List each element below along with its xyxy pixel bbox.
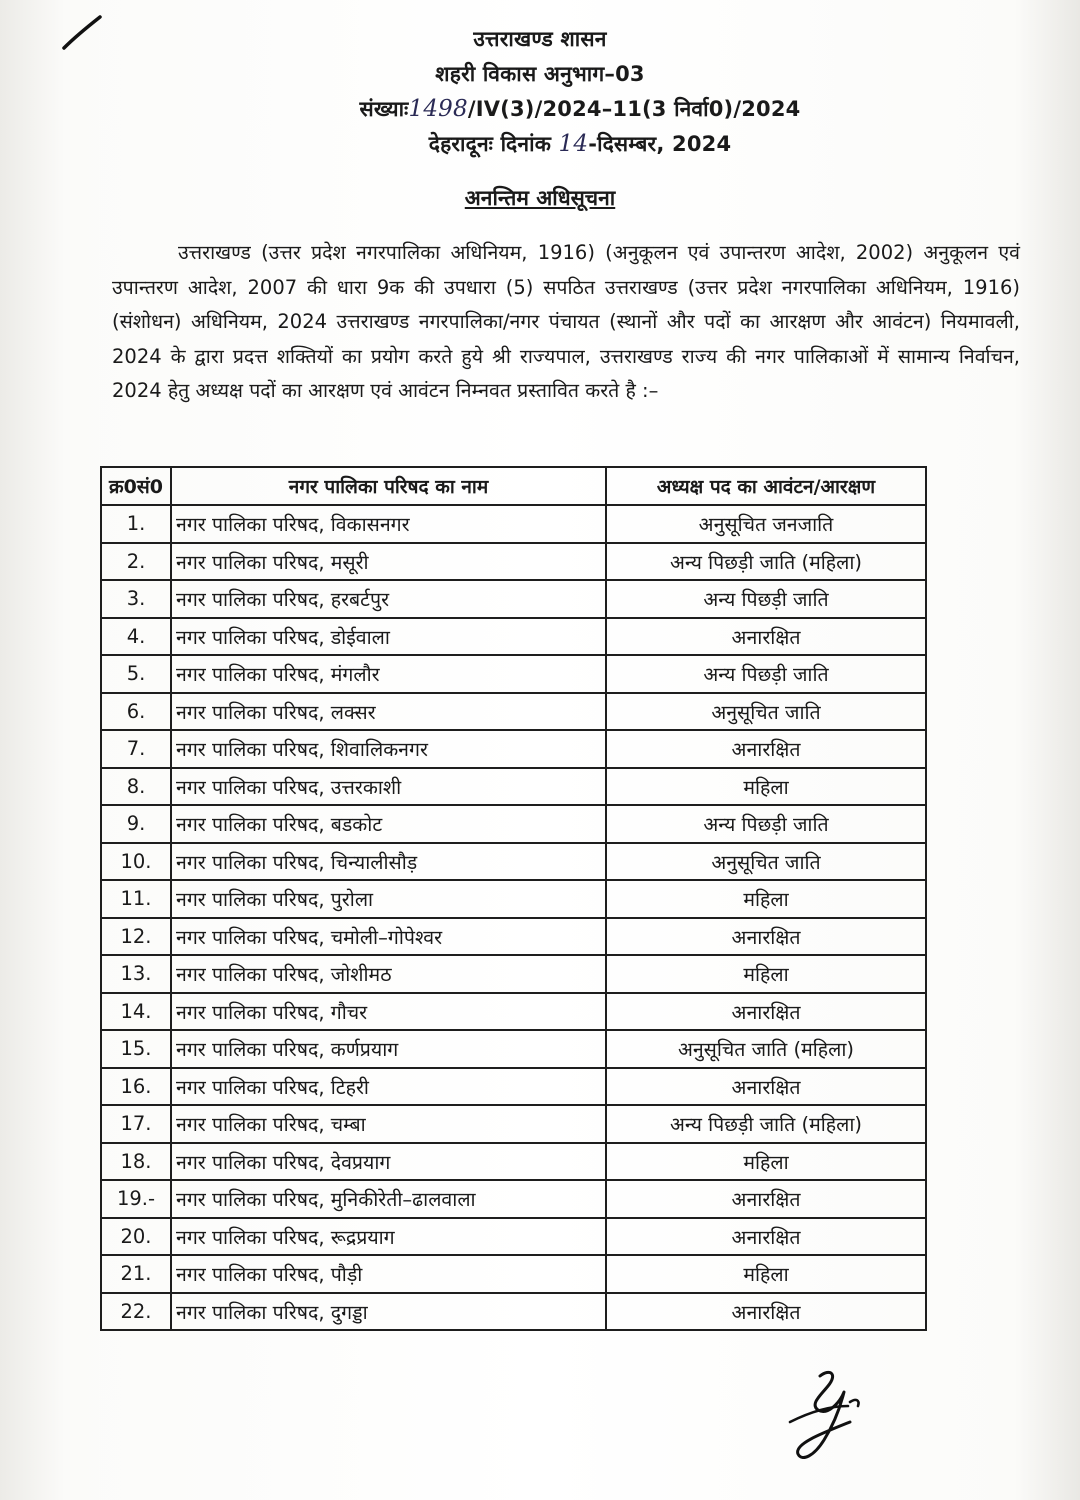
row-council-name: नगर पालिका परिषद, लक्सर [171, 693, 606, 731]
row-allocation: महिला [606, 1143, 926, 1181]
handwritten-date: 14 [558, 131, 589, 157]
row-serial: 1. [101, 505, 171, 543]
row-serial: 17. [101, 1105, 171, 1143]
row-serial: 13. [101, 955, 171, 993]
row-council-name: नगर पालिका परिषद, दुगड्डा [171, 1293, 606, 1331]
notice-title: अनन्तिम अधिसूचना [464, 186, 616, 210]
header-council-name: नगर पालिका परिषद का नाम [171, 467, 606, 505]
row-allocation: अनारक्षित [606, 1218, 926, 1256]
row-council-name: नगर पालिका परिषद, कर्णप्रयाग [171, 1030, 606, 1068]
row-allocation: अनुसूचित जनजाति [606, 505, 926, 543]
row-allocation: महिला [606, 880, 926, 918]
row-serial: 9. [101, 805, 171, 843]
row-allocation: अन्य पिछड़ी जाति (महिला) [606, 1105, 926, 1143]
row-council-name: नगर पालिका परिषद, पौड़ी [171, 1255, 606, 1293]
table-row [101, 768, 926, 806]
table-row [101, 543, 926, 581]
row-allocation: अन्य पिछड़ी जाति (महिला) [606, 543, 926, 581]
row-serial: 16. [101, 1068, 171, 1106]
letter-header [0, 22, 1080, 162]
row-council-name: नगर पालिका परिषद, रूद्रप्रयाग [171, 1218, 606, 1256]
row-serial: 4. [101, 618, 171, 656]
row-serial: 6. [101, 693, 171, 731]
table-row [101, 1255, 926, 1293]
table-row [101, 1293, 926, 1331]
table-row [101, 693, 926, 731]
row-serial: 18. [101, 1143, 171, 1181]
row-council-name: नगर पालिका परिषद, विकासनगर [171, 505, 606, 543]
row-serial: 15. [101, 1030, 171, 1068]
row-council-name: नगर पालिका परिषद, मुनिकीरेती–ढालवाला [171, 1180, 606, 1218]
row-council-name: नगर पालिका परिषद, मंगलौर [171, 655, 606, 693]
row-council-name: नगर पालिका परिषद, गौचर [171, 993, 606, 1031]
reference-number: संख्याः1498/IV(3)/2024–11(3 निर्वा0)/2024 [359, 96, 801, 122]
row-allocation: अनुसूचित जाति [606, 843, 926, 881]
row-allocation: अन्य पिछड़ी जाति [606, 580, 926, 618]
row-council-name: नगर पालिका परिषद, उत्तरकाशी [171, 768, 606, 806]
row-allocation: अनारक्षित [606, 1068, 926, 1106]
row-council-name: नगर पालिका परिषद, हरबर्टपुर [171, 580, 606, 618]
signature-icon [780, 1362, 890, 1472]
row-serial: 5. [101, 655, 171, 693]
row-allocation: अनारक्षित [606, 1180, 926, 1218]
row-serial: 8. [101, 768, 171, 806]
row-council-name: नगर पालिका परिषद, जोशीमठ [171, 955, 606, 993]
row-serial: 2. [101, 543, 171, 581]
table-row [101, 918, 926, 956]
row-council-name: नगर पालिका परिषद, चिन्यालीसौड़ [171, 843, 606, 881]
table-row [101, 655, 926, 693]
allocation-table-container [100, 466, 925, 1331]
row-allocation: अन्य पिछड़ी जाति [606, 805, 926, 843]
row-serial: 20. [101, 1218, 171, 1256]
table-row [101, 1143, 926, 1181]
table-row [101, 618, 926, 656]
row-allocation: महिला [606, 1255, 926, 1293]
row-allocation: अनारक्षित [606, 1293, 926, 1331]
date-line: देहरादूनः दिनांक 14-दिसम्बर, 2024 [428, 131, 732, 157]
row-council-name: नगर पालिका परिषद, डोईवाला [171, 618, 606, 656]
row-serial: 19.- [101, 1180, 171, 1218]
row-allocation: अनुसूचित जाति (महिला) [606, 1030, 926, 1068]
row-council-name: नगर पालिका परिषद, टिहरी [171, 1068, 606, 1106]
row-serial: 3. [101, 580, 171, 618]
row-serial: 22. [101, 1293, 171, 1331]
table-row [101, 993, 926, 1031]
table-row [101, 730, 926, 768]
row-allocation: अनारक्षित [606, 918, 926, 956]
header-serial: क्र0सं0 [101, 467, 171, 505]
table-header-row [101, 467, 926, 505]
table-row [101, 580, 926, 618]
table-row [101, 880, 926, 918]
table-body [101, 505, 926, 1330]
row-serial: 21. [101, 1255, 171, 1293]
row-council-name: नगर पालिका परिषद, चम्बा [171, 1105, 606, 1143]
table-row [101, 1068, 926, 1106]
table-row [101, 1218, 926, 1256]
table-row [101, 1105, 926, 1143]
body-paragraph: उत्तराखण्ड (उत्तर प्रदेश नगरपालिका अधिनियम, 1916) (अनुकूलन एवं उपान्तरण आदेश, 2002) अनुकूलन एवं उपान्तरण आदेश, 2007 की धारा 9क की उपधारा (5) सपठित उत्तराखण्ड (उत्तर प्रदेश नगरपालिका अधिनियम, 1916) (संशोधन) अधिनियम, 2024 उत्तराखण्ड नगरपालिका/नगर पंचायत (स्थानों और पदों का आरक्षण और आवंटन) नियमावली, 2024 के द्वारा प्रदत्त शक्तियों का प्रयोग करते हुये श्री राज्यपाल, उत्तराखण्ड राज्य की नगर पालिकाओं में सामान्य निर्वाचन, 2024 हेतु अध्यक्ष पदों का आरक्षण एवं आवंटन निम्नवत प्रस्तावित करते है :– [112, 241, 1020, 402]
table-row [101, 1180, 926, 1218]
row-allocation: अनारक्षित [606, 618, 926, 656]
row-allocation: महिला [606, 955, 926, 993]
row-allocation: महिला [606, 768, 926, 806]
table-row [101, 1030, 926, 1068]
row-council-name: नगर पालिका परिषद, देवप्रयाग [171, 1143, 606, 1181]
row-allocation: अनुसूचित जाति [606, 693, 926, 731]
row-council-name: नगर पालिका परिषद, शिवालिकनगर [171, 730, 606, 768]
government-name: उत्तराखण्ड शासन [473, 27, 607, 51]
row-council-name: नगर पालिका परिषद, पुरोला [171, 880, 606, 918]
row-serial: 10. [101, 843, 171, 881]
row-council-name: नगर पालिका परिषद, मसूरी [171, 543, 606, 581]
row-allocation: अनारक्षित [606, 993, 926, 1031]
row-serial: 11. [101, 880, 171, 918]
row-serial: 12. [101, 918, 171, 956]
header-allocation: अध्यक्ष पद का आवंटन/आरक्षण [606, 467, 926, 505]
table-row [101, 505, 926, 543]
row-allocation: अनारक्षित [606, 730, 926, 768]
row-council-name: नगर पालिका परिषद, बडकोट [171, 805, 606, 843]
table-row [101, 843, 926, 881]
handwritten-number: 1498 [408, 96, 468, 122]
department-section: शहरी विकास अनुभाग–03 [435, 62, 645, 86]
table-row [101, 805, 926, 843]
row-allocation: अन्य पिछड़ी जाति [606, 655, 926, 693]
allocation-table [100, 466, 927, 1331]
row-serial: 14. [101, 993, 171, 1031]
row-serial: 7. [101, 730, 171, 768]
row-council-name: नगर पालिका परिषद, चमोली–गोपेश्वर [171, 918, 606, 956]
table-row [101, 955, 926, 993]
